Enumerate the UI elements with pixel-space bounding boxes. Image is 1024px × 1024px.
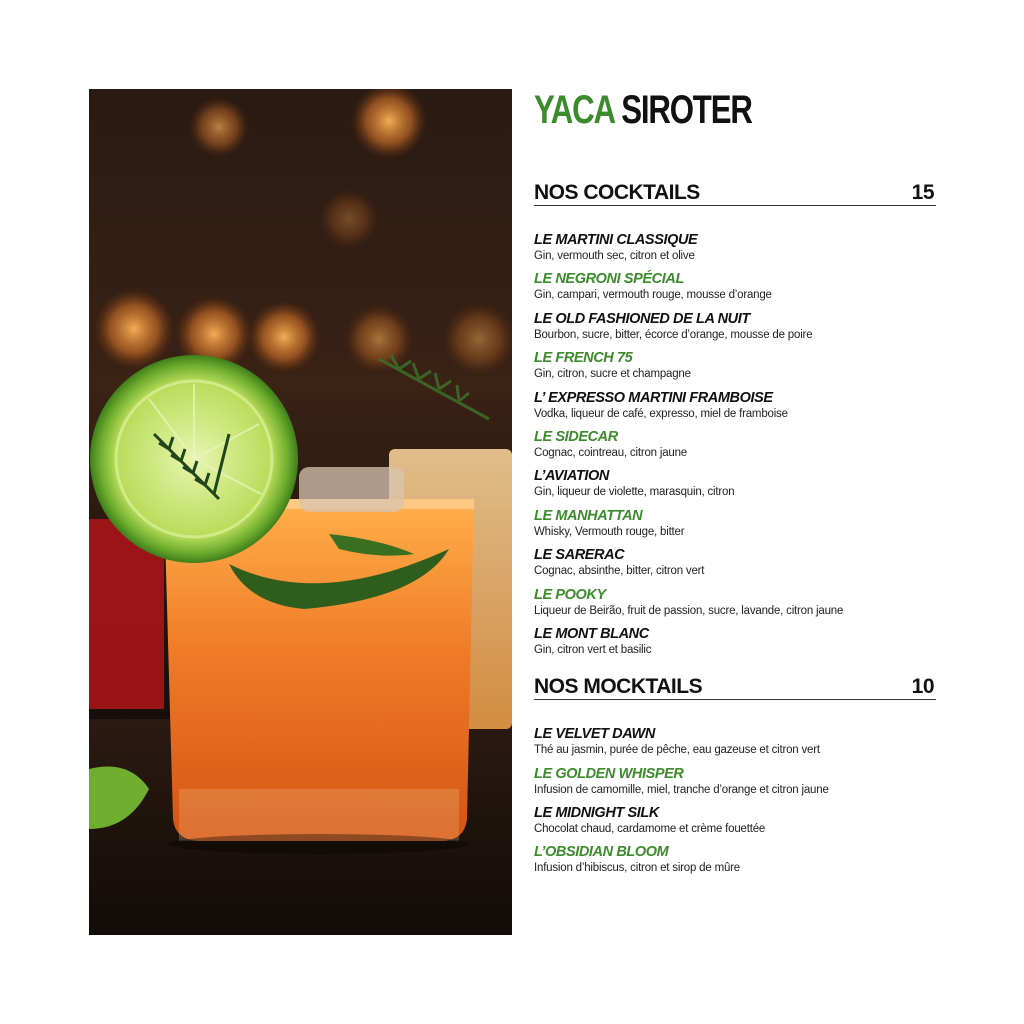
item-name: LE MARTINI CLASSIQUE <box>534 232 698 248</box>
list-item <box>534 586 936 625</box>
list-item <box>534 625 936 664</box>
item-name: LE FRENCH 75 <box>534 350 633 367</box>
brand-part-2: SIROTER <box>621 88 752 132</box>
item-name: LE VELVET DAWN <box>534 726 655 743</box>
cocktails-section-title: NOS COCKTAILS <box>534 181 700 204</box>
item-description: Thé au jasmin, purée de pêche, eau gazeuse et citron vert <box>534 744 820 757</box>
item-description: Gin, citron vert et basilic <box>534 643 652 656</box>
list-item <box>534 467 936 506</box>
mocktails-price: 10 <box>911 675 934 699</box>
item-name: LE POOKY <box>534 586 606 603</box>
list-item <box>534 804 936 843</box>
item-description: Bourbon, sucre, bitter, écorce d’orange, mousse de poire <box>534 328 813 341</box>
list-item <box>534 546 936 585</box>
cocktails-price: 15 <box>911 181 934 204</box>
item-name: LE MIDNIGHT SILK <box>534 805 659 822</box>
item-name: L’AVIATION <box>534 468 609 485</box>
item-description: Gin, vermouth sec, citron et olive <box>534 250 695 262</box>
mocktails-section-title: NOS MOCKTAILS <box>534 675 703 699</box>
list-item <box>534 725 936 764</box>
list-item <box>534 349 936 388</box>
mocktails-list <box>534 725 936 883</box>
item-description: Cognac, absinthe, bitter, citron vert <box>534 565 705 578</box>
brand-title <box>534 86 848 134</box>
item-description: Liqueur de Beirão, fruit de passion, sucre, lavande, citron jaune <box>534 604 844 617</box>
list-item <box>534 507 936 546</box>
item-description: Cognac, cointreau, citron jaune <box>534 446 687 459</box>
item-name: L’ EXPRESSO MARTINI FRAMBOISE <box>534 389 773 406</box>
list-item <box>534 428 936 467</box>
cocktails-list <box>534 231 936 664</box>
item-name: LE OLD FASHIONED DE LA NUIT <box>534 310 750 327</box>
item-name: LE SIDECAR <box>534 428 618 445</box>
list-item <box>534 270 936 309</box>
item-description: Gin, campari, vermouth rouge, mousse d’orange <box>534 289 772 302</box>
item-description: Vodka, liqueur de café, expresso, miel de framboise <box>534 407 788 420</box>
list-item <box>534 231 936 270</box>
cocktail-glass-illustration <box>89 89 512 935</box>
brand-part-1: YACA <box>534 88 614 132</box>
item-name: LE MONT BLANC <box>534 625 649 642</box>
cocktails-section-header <box>534 179 936 206</box>
menu-column <box>534 86 936 883</box>
item-description: Gin, liqueur de violette, marasquin, citron <box>534 486 735 499</box>
list-item <box>534 765 936 804</box>
list-item <box>534 389 936 428</box>
item-description: Infusion d’hibiscus, citron et sirop de mûre <box>534 862 740 875</box>
mocktails-section-header <box>534 673 936 700</box>
cocktail-photo <box>89 89 512 935</box>
item-description: Whisky, Vermouth rouge, bitter <box>534 525 685 538</box>
item-name: LE NEGRONI SPÉCIAL <box>534 271 684 288</box>
list-item <box>534 843 936 882</box>
item-name: LE SARERAC <box>534 547 625 564</box>
item-name: LE MANHATTAN <box>534 507 643 524</box>
list-item <box>534 310 936 349</box>
item-description: Gin, citron, sucre et champagne <box>534 368 691 381</box>
item-name: L’OBSIDIAN BLOOM <box>534 844 669 861</box>
item-name: LE GOLDEN WHISPER <box>534 765 684 782</box>
item-description: Chocolat chaud, cardamome et crème fouettée <box>534 823 766 836</box>
item-description: Infusion de camomille, miel, tranche d’orange et citron jaune <box>534 783 829 796</box>
